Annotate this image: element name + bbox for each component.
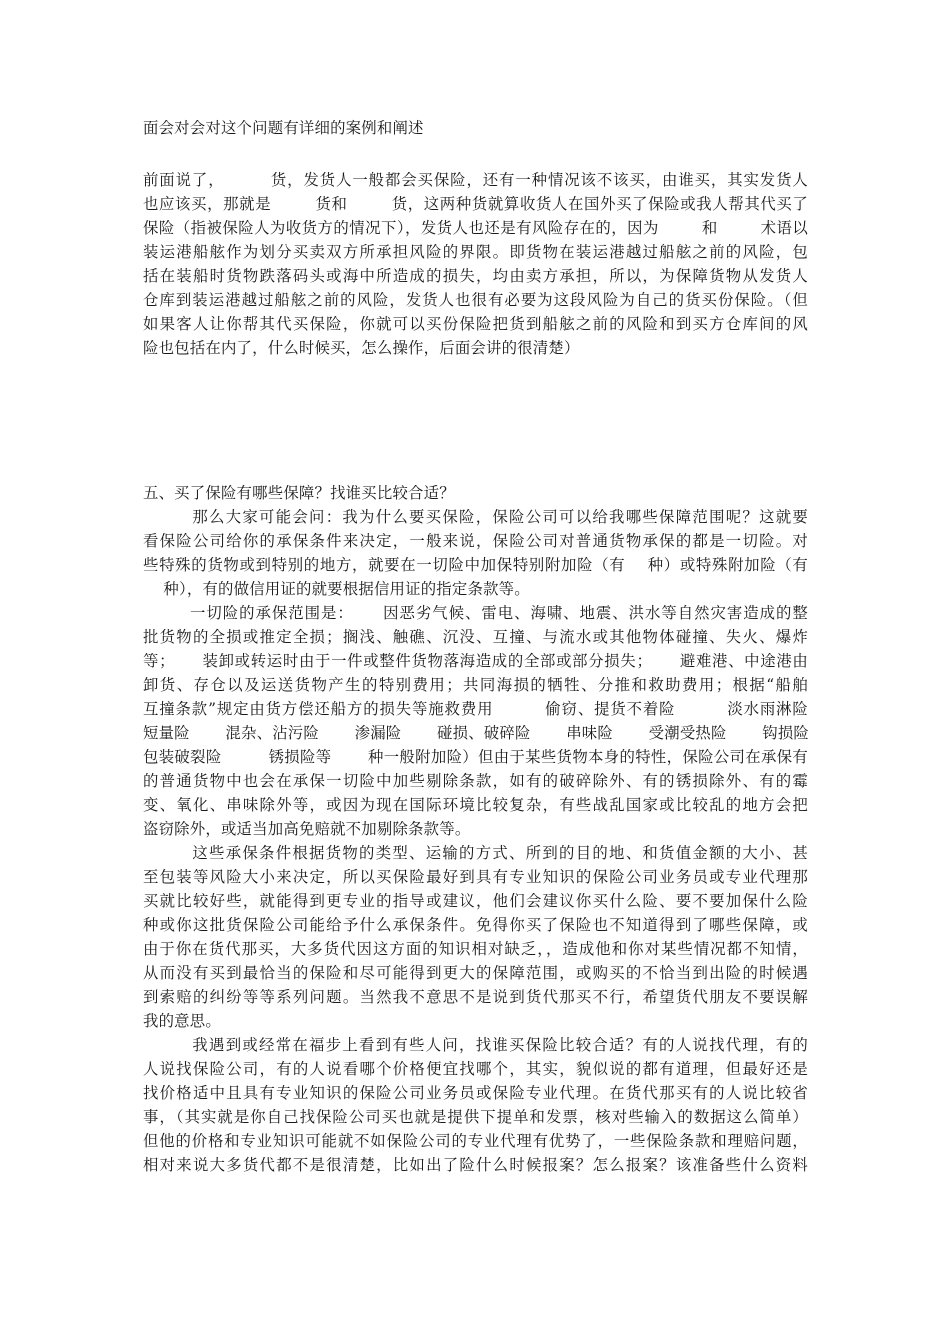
text-line: 些特殊的货物或到特别的地方，就要在一切险中加保特别附加险（有 种）或特殊附加险（有 <box>143 556 808 574</box>
text-line: 等； 装卸或转运时由于一件或整件货物落海造成的全部或部分损失； 避难港、中途港由 <box>143 652 808 670</box>
text-line: 盗窃除外，或适当加高免赔就不加剔除条款等。 <box>143 820 471 838</box>
text-line: 这些承保条件根据货物的类型、运输的方式、所到的目的地、和货值金额的大小、甚 <box>143 844 808 862</box>
text-line: 那么大家可能会问：我为什么要买保险，保险公司可以给我哪些保障范围呢？这就要 <box>143 508 808 526</box>
text-line: 我的意思。 <box>143 1012 221 1030</box>
text-line: 由于你在货代那买，大多货代因这方面的知识相对缺乏，，造成他和你对某些情况都不知情， <box>143 940 808 958</box>
text-line: 险也包括在内了，什么时候买，怎么操作，后面会讲的很清楚） <box>143 339 580 357</box>
text-line: 互撞条款”规定由货方偿还船方的损失等施救费用 偷窃、提货不着险 淡水雨淋险 <box>143 700 808 718</box>
text-line: 卸货、存仓以及运送货物产生的特别费用；共同海损的牺牲、分推和救助费用；根据“船舶 <box>143 676 808 694</box>
text-line: 找价格适中且具有专业知识的保险公司业务员或保险专业代理。在货代那买有的人说比较省 <box>143 1084 808 1102</box>
text-line: 的普通货物中也会在承保一切险中加些剔除条款，如有的破碎除外、有的锈损除外、有的霉 <box>143 772 808 790</box>
text-line: 到索赔的纠纷等等系列问题。当然我不意思不是说到货代那买不行，希望货代朋友不要误解 <box>143 988 808 1006</box>
text-line: 人说找保险公司，有的人说看哪个价格便宜找哪个，其实，貌似说的都有道理，但最好还是 <box>143 1060 808 1078</box>
text-line: 相对来说大多货代都不是很清楚，比如出了险什么时候报案？怎么报案？该准备些什么资料 <box>143 1156 808 1174</box>
text-line: 至包装等风险大小来决定，所以买保险最好到具有专业知识的保险公司业务员或专业代理那 <box>143 868 808 886</box>
text-line: 包装破裂险 锈损险等 种一般附加险）但由于某些货物本身的特性，保险公司在承保有 <box>143 748 808 766</box>
text-line: 买就比较好些，就能得到更专业的指导或建议，他们会建议你买什么险、要不要加保什么险 <box>143 892 808 910</box>
text-line: 变、氧化、串味除外等，或因为现在国际环境比较复杂，有些战乱国家或比较乱的地方会把 <box>143 796 808 814</box>
text-line: 如果客人让你帮其代买保险，你就可以买份保险把货到船舷之前的风险和到买方仓库间的风 <box>143 315 808 333</box>
text-line: 装运港船舷作为划分买卖双方所承担风险的界限。即货物在装运港越过船舷之前的风险，包 <box>143 243 808 261</box>
text-line: 也应该买，那就是 货和 货，这两种货就算收货人在国外买了保险或我人帮其代买了 <box>143 195 808 213</box>
text-line: 保险（指被保险人为收货方的情况下），发货人也还是有风险存在的，因为 和 术语以 <box>143 219 808 237</box>
text-line: 批货物的全损或推定全损；搁浅、触礁、沉没、互撞、与流水或其他物体碰撞、失火、爆炸 <box>143 628 808 646</box>
text-line: 但他的价格和专业知识可能就不如保险公司的专业代理有优势了，一些保险条款和理赔问题， <box>143 1132 808 1150</box>
text-line: 事，（其实就是你自己找保险公司买也就是提供下提单和发票，核对些输入的数据这么简单） <box>143 1108 808 1126</box>
text-line: 看保险公司给你的承保条件来决定，一般来说，保险公司对普通货物承保的都是一切险。对 <box>143 532 808 550</box>
intro-line: 面会对会对这个问题有详细的案例和阐述 <box>143 119 424 137</box>
text-line: 括在装船时货物跌落码头或海中所造成的损失，均由卖方承担，所以，为保障货物从发货人 <box>143 267 808 285</box>
text-line: 一切险的承保范围是： 因恶劣气候、雷电、海啸、地震、洪水等自然灾害造成的整 <box>143 604 808 622</box>
text-line: 种或你这批货保险公司能给予什么承保条件。免得你买了保险也不知道得到了哪些保障，或 <box>143 916 808 934</box>
text-line: 种），有的做信用证的就要根据信用证的指定条款等。 <box>143 580 530 598</box>
text-line: 我遇到或经常在福步上看到有些人问，找谁买保险比较合适？有的人说找代理，有的 <box>143 1036 808 1054</box>
text-line: 前面说了， 货，发货人一般都会买保险，还有一种情况该不该买，由谁买，其实发货人 <box>143 171 808 189</box>
text-line: 从而没有买到最恰当的保险和尽可能得到更大的保障范围，或购买的不恰当到出险的时候遇 <box>143 964 808 982</box>
text-line: 短量险 混杂、沾污险 渗漏险 碰损、破碎险 串味险 受潮受热险 钩损险 <box>143 724 810 742</box>
text-line: 仓库到装运港越过船舷之前的风险，发货人也很有必要为这段风险为自己的货买份保险。（但 <box>143 291 808 309</box>
section-heading: 五、买了保险有哪些保障？找谁买比较合适？ <box>143 484 455 502</box>
